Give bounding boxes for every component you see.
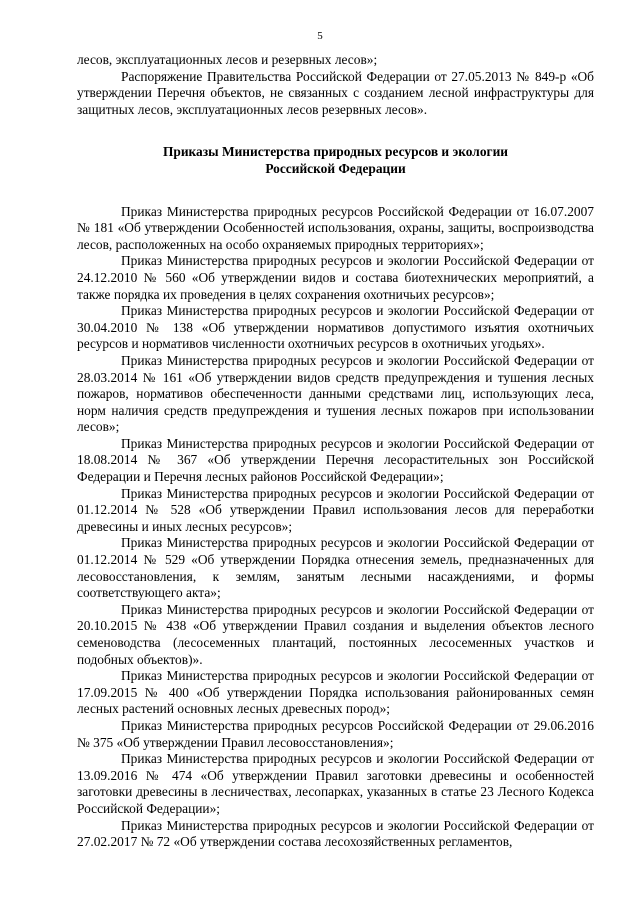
intro-paragraph-decree: Распоряжение Правительства Российской Федерации от 27.05.2013 № 849-р «Об утверждении Перечня объектов, не связанных с созданием лесной инфраструктуры для защитных лесов, эксплуатационных лесов резервных лесов». bbox=[77, 68, 594, 117]
order-paragraph: Приказ Министерства природных ресурсов и экологии Российской Федерации от 20.10.2015 № 438 «Об утверждении Правил создания и выделения объектов лесного семеноводства (лесосеменных плантаций, постоянных лесосеменных участков и подобных объектов)». bbox=[77, 601, 594, 667]
section-heading-line: Российской Федерации bbox=[265, 160, 406, 176]
section-heading bbox=[77, 144, 594, 177]
order-paragraph: Приказ Министерства природных ресурсов и экологии Российской Федерации от 24.12.2010 № 560 «Об утверждении видов и состава биотехнических мероприятий, а также порядка их проведения в целях сохранения охотничьих ресурсов»; bbox=[77, 253, 594, 302]
page-number: 5 bbox=[317, 30, 323, 42]
section-heading-line: Приказы Министерства природных ресурсов и экологии bbox=[162, 144, 509, 160]
order-paragraph: Приказ Министерства природных ресурсов и экологии Российской Федерации от 13.09.2016 № 474 «Об утверждении Правил заготовки древесины и особенностей заготовки древесины в лесничествах, лесопарках, указанных в статье 23 Лесного Кодекса Российской Федерации»; bbox=[77, 751, 594, 816]
order-paragraph: Приказ Министерства природных ресурсов Российской Федерации от 29.06.2016 № 375 «Об утверждении Правил лесовосстановления»; bbox=[77, 717, 594, 750]
order-paragraph: Приказ Министерства природных ресурсов и экологии Российской Федерации от 27.02.2017 № 72 «Об утверждении состава лесохозяйственных регламентов, bbox=[77, 817, 594, 850]
order-paragraph: Приказ Министерства природных ресурсов и экологии Российской Федерации от 18.08.2014 № 367 «Об утверждении Перечня лесорастительных зон Российской Федерации и Перечня лесных районов Российской Федерации»; bbox=[77, 435, 594, 485]
order-paragraph: Приказ Министерства природных ресурсов и экологии Российской Федерации от 01.12.2014 № 528 «Об утверждении Правил использования лесов для переработки древесины и иных лесных ресурсов»; bbox=[77, 485, 594, 534]
order-paragraph: Приказ Министерства природных ресурсов и экологии Российской Федерации от 01.12.2014 № 529 «Об утверждении Порядка отнесения земель, предназначенных для лесовосстановления, к землям, занятым лесными насаждениями, и формы соответствующего акта»; bbox=[77, 535, 594, 601]
intro-paragraph-continuation: лесов, эксплуатационных лесов и резервных лесов»; bbox=[77, 52, 378, 67]
order-paragraph: Приказ Министерства природных ресурсов и экологии Российской Федерации от 17.09.2015 № 400 «Об утверждении Порядка использования районированных семян лесных растений основных лесных древесных пород»; bbox=[77, 668, 594, 717]
order-paragraph: Приказ Министерства природных ресурсов и экологии Российской Федерации от 30.04.2010 № 138 «Об утверждении нормативов допустимого изъятия охотничьих ресурсов и нормативов численности охотничьих ресурсов в охотничьих угодьях». bbox=[77, 303, 594, 352]
document-body bbox=[77, 52, 594, 851]
order-paragraph: Приказ Министерства природных ресурсов Российской Федерации от 16.07.2007 № 181 «Об утверждении Особенностей использования, охраны, защиты, воспроизводства лесов, расположенных на особо охраняемых природных территориях»; bbox=[77, 203, 594, 252]
order-paragraph: Приказ Министерства природных ресурсов и экологии Российской Федерации от 28.03.2014 № 161 «Об утверждении видов средств предупреждения и тушения лесных пожаров, нормативов обеспеченности данными средствами лиц, использующих леса, норм наличия средств предупреждения и тушения лесных пожаров при использовании лесов»; bbox=[77, 352, 594, 435]
